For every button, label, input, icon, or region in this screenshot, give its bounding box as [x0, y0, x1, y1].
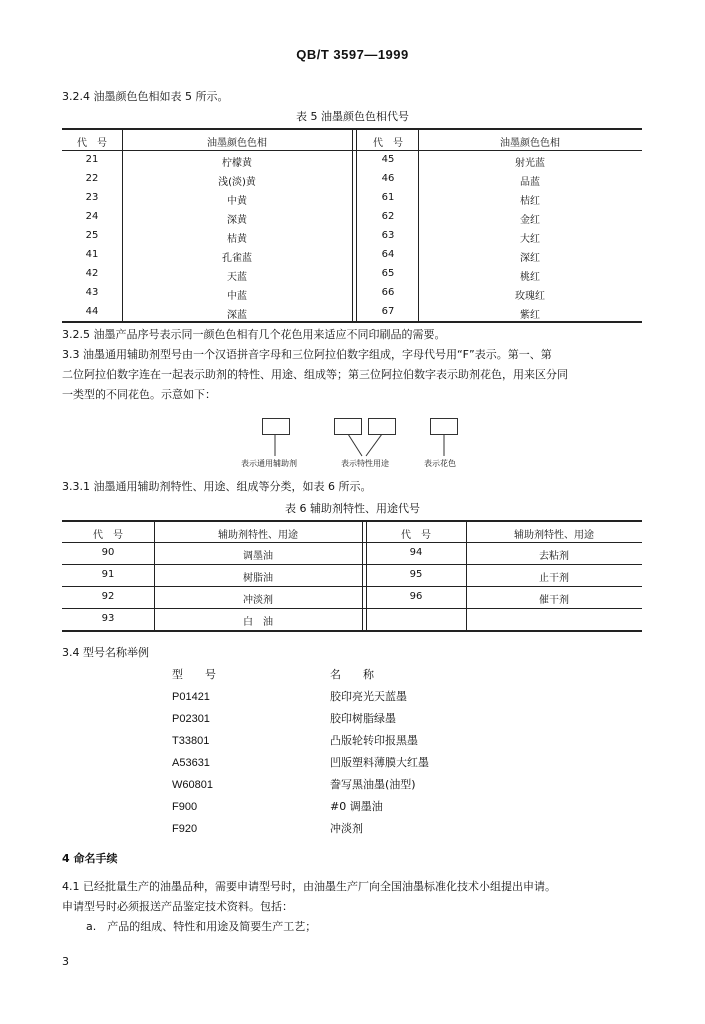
table5-cell: 66: [381, 287, 395, 298]
table6-row-rule: [62, 586, 642, 587]
table5-cell: 42: [85, 268, 99, 279]
table5-cell: 61: [381, 192, 395, 203]
section-3-4: 3.4 型号名称举例: [62, 646, 149, 659]
table5-cell: 中蓝: [227, 291, 247, 302]
label-general-auxiliary: 表示通用辅助剂: [241, 459, 297, 468]
section-3-3-line1: 3.3 油墨通用辅助剂型号由一个汉语拼音字母和三位阿拉伯数字组成，字母代号用“F”表示。第一、第: [62, 348, 552, 361]
table5-cell: 22: [85, 173, 99, 184]
table5-bottom-rule: [62, 321, 642, 323]
table5-cell: 64: [381, 249, 395, 260]
table6-cell: 95: [409, 569, 423, 580]
example-model: W60801: [172, 779, 213, 791]
diagram-connectors: [240, 434, 480, 458]
section-3-3-line3: 一类型的不同花色。示意如下：: [62, 388, 216, 401]
table5-cell: 品蓝: [520, 177, 540, 188]
table5-cell: 41: [85, 249, 99, 260]
table5-col-rule: [418, 128, 419, 321]
table5-cell: 柠檬黄: [222, 158, 252, 169]
table5-cell: 玫瑰红: [515, 291, 545, 302]
table5-cell: 63: [381, 230, 395, 241]
table6-cell: 冲淡剂: [243, 595, 273, 606]
table5-cell: 45: [381, 154, 395, 165]
table6-cell: 去粘剂: [539, 551, 569, 562]
table5-cell: 44: [85, 306, 99, 317]
table5-cell: 24: [85, 211, 99, 222]
example-model: F920: [172, 823, 198, 835]
table6-header-1: 辅助剂特性、用途: [218, 530, 298, 541]
table5-header-3: 油墨颜色色相: [500, 138, 560, 149]
label-property-use: 表示特性用途: [341, 459, 389, 468]
table6-col-rule-double: [366, 520, 367, 630]
table5-header-0: 代 号: [77, 138, 107, 149]
page-number: 3: [62, 955, 69, 968]
table6-header-rule: [62, 542, 642, 543]
example-name: 凹版塑料薄膜大红墨: [330, 756, 429, 769]
table6-row-rule: [62, 564, 642, 565]
example-name: 胶印亮光天蓝墨: [330, 690, 407, 703]
label-variety: 表示花色: [424, 459, 456, 468]
letter-box: [262, 418, 290, 435]
section-3-3-1: 3.3.1 油墨通用辅助剂特性、用途、组成等分类，如表 6 所示。: [62, 480, 372, 493]
table6-header-0: 代 号: [93, 530, 123, 541]
table6-cell: 止干剂: [539, 573, 569, 584]
section-3-2-5: 3.2.5 油墨产品序号表示同一颜色色相有几个花色用来适应不同印刷品的需要。: [62, 328, 446, 341]
table5-cell: 23: [85, 192, 99, 203]
table6-col-rule: [466, 520, 467, 630]
table5-cell: 46: [381, 173, 395, 184]
table5-cell: 25: [85, 230, 99, 241]
table5-cell: 中黄: [227, 196, 247, 207]
table6-cell: 96: [409, 591, 423, 602]
section-4-1-line2: 申请型号时必须报送产品鉴定技术资料。包括：: [62, 900, 293, 913]
example-model: P01421: [172, 691, 210, 703]
table6-row-rule: [62, 608, 642, 609]
example-name: 誊写黑油墨(油型): [330, 778, 416, 791]
table5-cell: 65: [381, 268, 395, 279]
examples-header-model: 型 号: [172, 668, 216, 681]
table6-header-2: 代 号: [401, 530, 431, 541]
digit-box-2: [368, 418, 396, 435]
table5-cell: 67: [381, 306, 395, 317]
example-model: A53631: [172, 757, 210, 769]
table6-cell: 催干剂: [539, 595, 569, 606]
table5-cell: 大红: [520, 234, 540, 245]
table6-col-rule: [362, 520, 363, 630]
table6-top-rule: [62, 520, 642, 522]
example-name: #0 调墨油: [330, 800, 383, 813]
table6-cell: 94: [409, 547, 423, 558]
table5-header-1: 油墨颜色色相: [207, 138, 267, 149]
example-model: F900: [172, 801, 198, 813]
table5-cell: 天蓝: [227, 272, 247, 283]
section-3-2-4: 3.2.4 油墨颜色色相如表 5 所示。: [62, 90, 229, 103]
example-name: 冲淡剂: [330, 822, 363, 835]
table5-cell: 紫红: [520, 310, 540, 321]
table6-header-3: 辅助剂特性、用途: [514, 530, 594, 541]
table5-cell: 43: [85, 287, 99, 298]
table5-cell: 桔黄: [227, 234, 247, 245]
table5-cell: 21: [85, 154, 99, 165]
table5-cell: 深红: [520, 253, 540, 264]
table6-bottom-rule: [62, 630, 642, 632]
example-model: P02301: [172, 713, 210, 725]
table5-col-rule: [352, 128, 353, 321]
table6-cell: 调墨油: [243, 551, 273, 562]
table6-cell: 90: [101, 547, 115, 558]
table5-cell: 深黄: [227, 215, 247, 226]
table5-cell: 孔雀蓝: [222, 253, 252, 264]
section-3-3-line2: 二位阿拉伯数字连在一起表示助剂的特性、用途、组成等；第三位阿拉伯数字表示助剂花色，用来区分同: [62, 368, 568, 381]
table6-cell: 树脂油: [243, 573, 273, 584]
example-name: 胶印树脂绿墨: [330, 712, 396, 725]
digit-box-3: [430, 418, 458, 435]
table5-header-2: 代 号: [373, 138, 403, 149]
table6-cell: 91: [101, 569, 115, 580]
table6-cell: 93: [101, 613, 115, 624]
section-4-heading: 4 命名手续: [62, 852, 118, 865]
table5-col-rule: [122, 128, 123, 321]
table6-cell: 92: [101, 591, 115, 602]
table5-caption: 表 5 油墨颜色色相代号: [296, 110, 409, 123]
standard-header: QB/T 3597—1999: [296, 47, 409, 62]
section-4-1-line1: 4.1 已经批量生产的油墨品种，需要申请型号时，由油墨生产厂向全国油墨标准化技术小组提出申请。: [62, 880, 556, 893]
table5-cell: 62: [381, 211, 395, 222]
table5-cell: 射光蓝: [515, 158, 545, 169]
table5-cell: 桃红: [520, 272, 540, 283]
table5-col-rule-double: [356, 128, 357, 321]
table6-col-rule: [154, 520, 155, 630]
table5-cell: 深蓝: [227, 310, 247, 321]
table5-cell: 桔红: [520, 196, 540, 207]
examples-header-name: 名 称: [330, 668, 374, 681]
table5-cell: 金红: [520, 215, 540, 226]
example-name: 凸版轮转印报黑墨: [330, 734, 418, 747]
example-model: T33801: [172, 735, 210, 747]
digit-box-1: [334, 418, 362, 435]
table6-caption: 表 6 辅助剂特性、用途代号: [285, 502, 420, 515]
table6-cell: 白 油: [243, 617, 273, 628]
section-4-1-item-a: a. 产品的组成、特性和用途及简要生产工艺；: [86, 920, 317, 933]
table5-cell: 浅(淡)黄: [218, 177, 256, 188]
